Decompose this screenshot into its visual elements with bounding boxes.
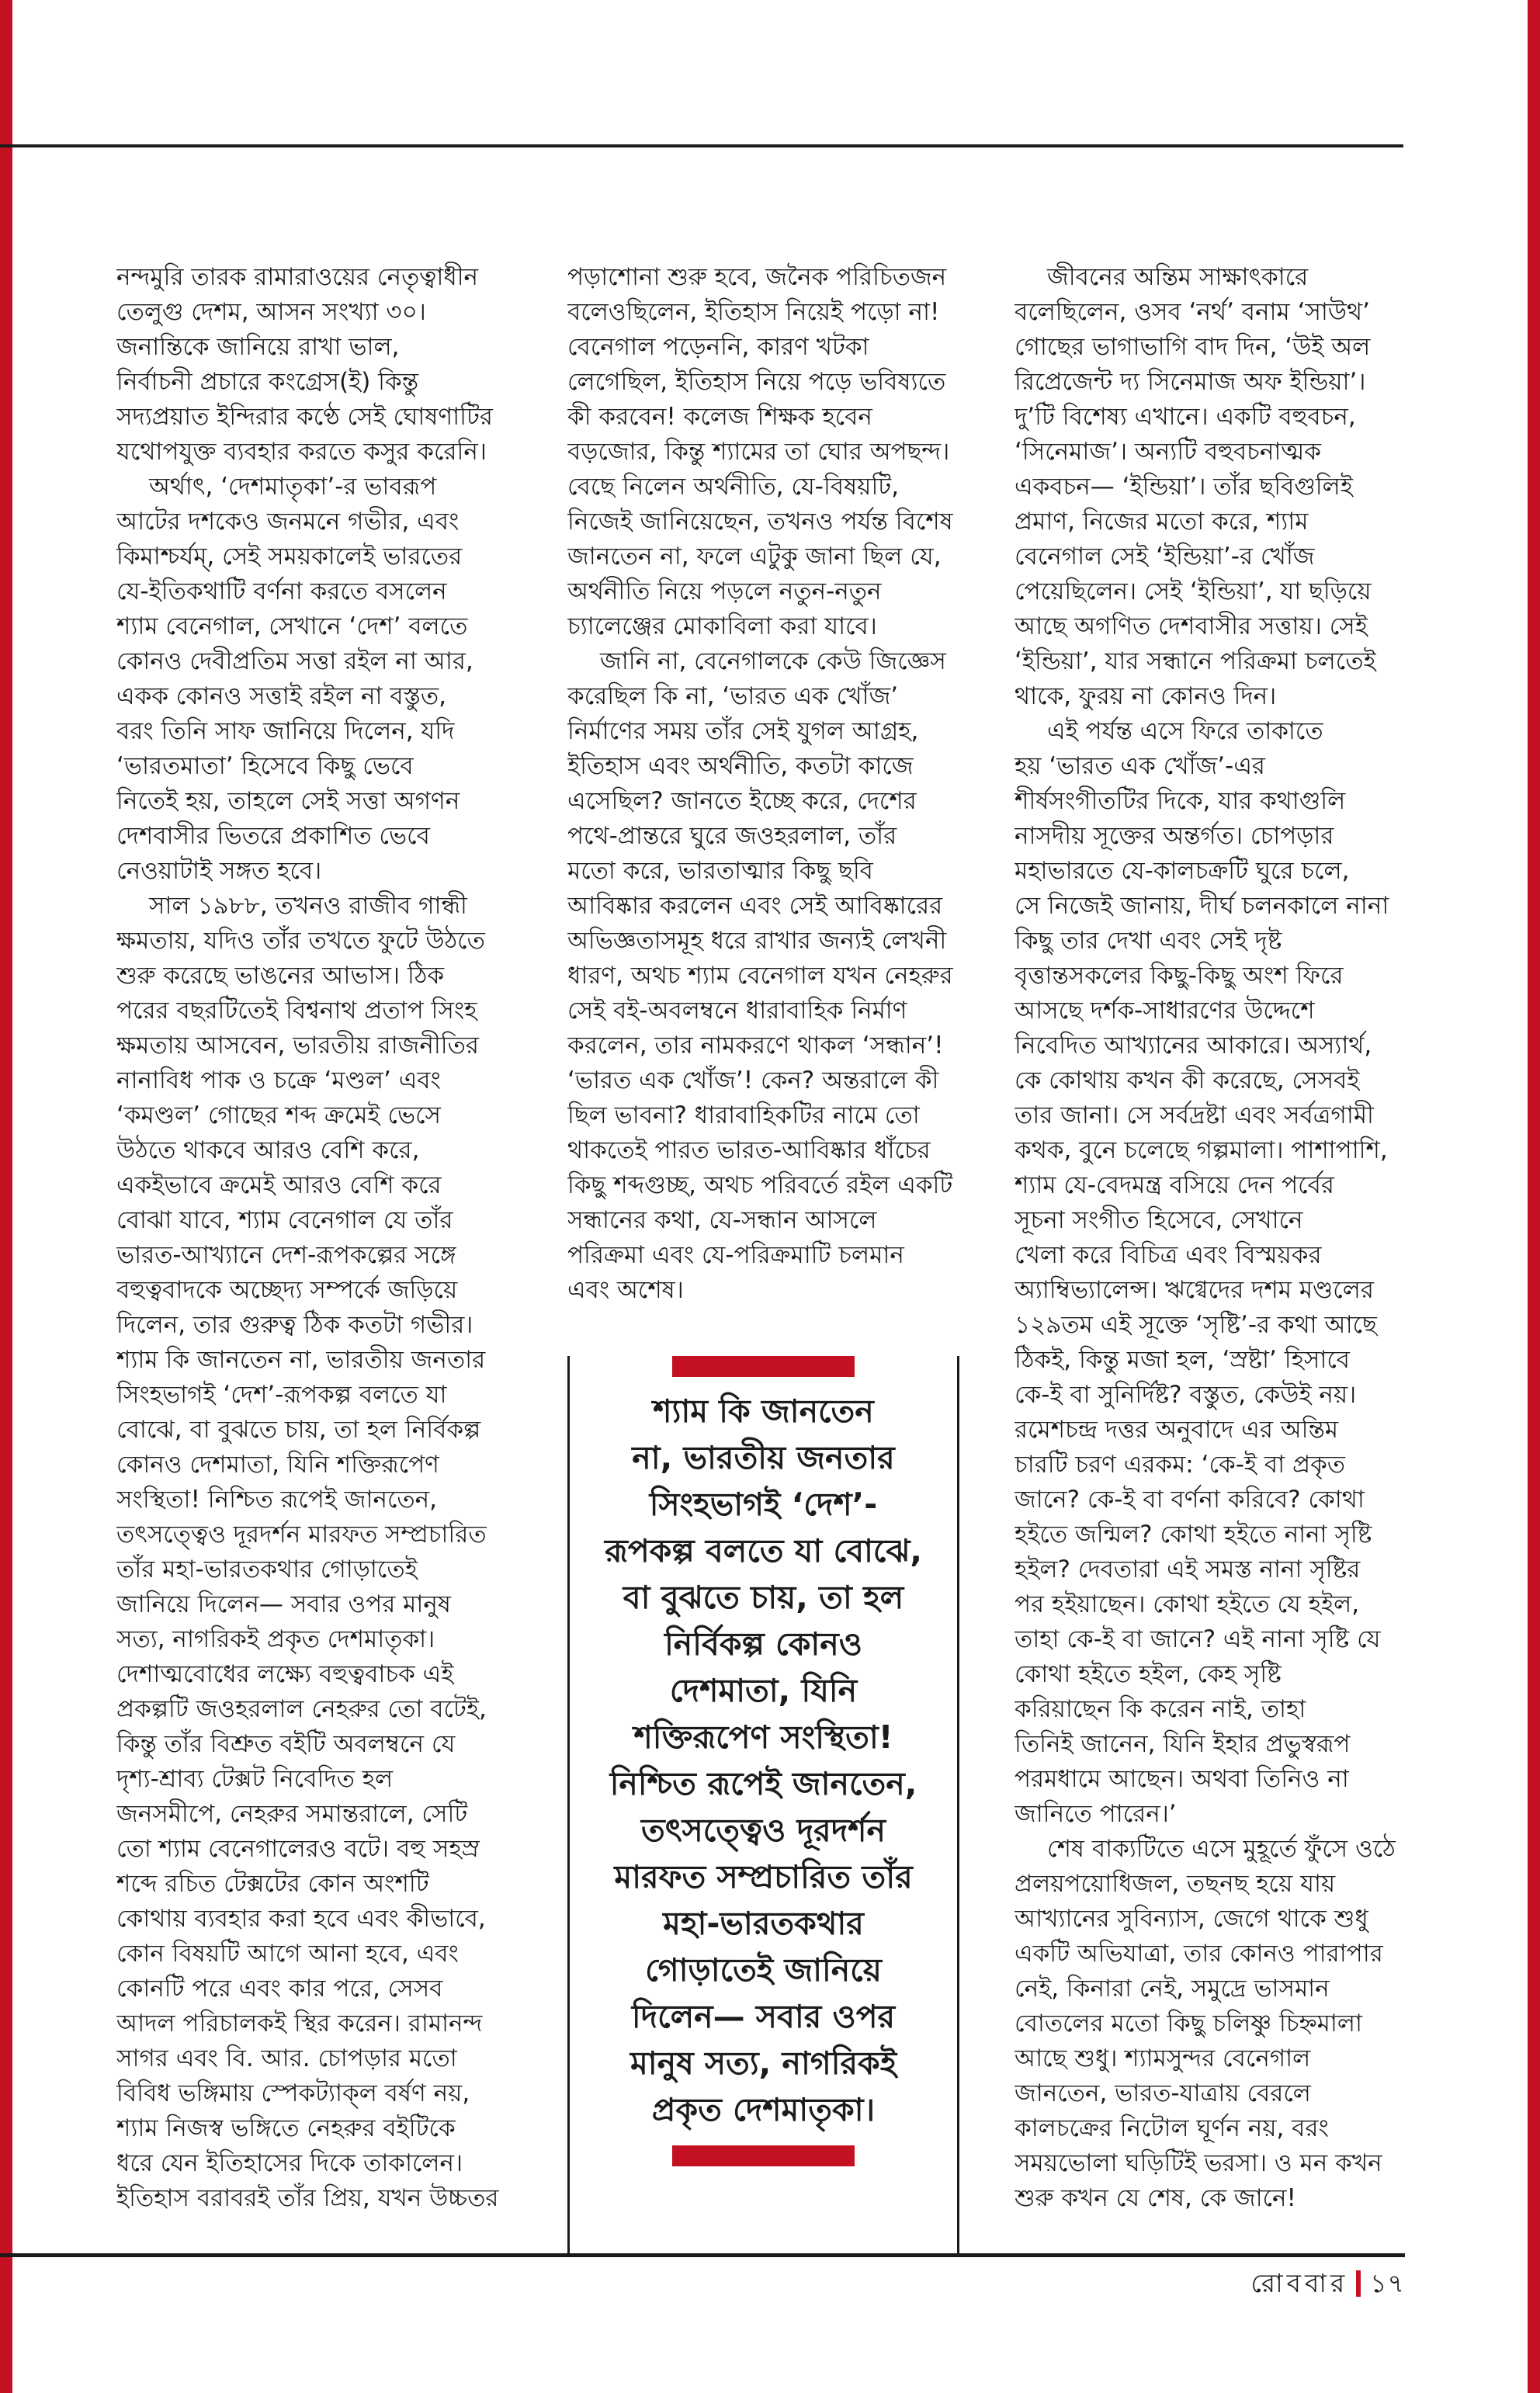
text-line: জানি না, বেনেগালকে কেউ জিজ্ঞেস xyxy=(600,647,946,675)
text-line: বলেছিলেন, ওসব ‘নর্থ’ বনাম ‘সাউথ’ xyxy=(1015,298,1370,326)
text-line: কে-ই বা সুনির্দিষ্ট? বস্তুত, কেউই নয়। xyxy=(1015,1381,1357,1409)
text-line: শব্দে রচিত টেক্সটের কোন অংশটি xyxy=(116,1870,429,1898)
text-line: কে কোথায় কখন কী করেছে, সেসবই xyxy=(1015,1066,1360,1094)
text-line: যে-ইতিকথাটি বর্ণনা করতে বসলেন xyxy=(116,577,447,605)
pullquote-line: না, ভারতীয় জনতার xyxy=(632,1439,895,1476)
pullquote-line: মারফত সম্প্রচারিত তাঁর xyxy=(614,1858,913,1895)
text-line: নেওয়াটাই সঙ্গত হবে। xyxy=(116,857,322,885)
text-line: পথে-প্রান্তরে ঘুরে জওহরলাল, তাঁর xyxy=(567,822,897,850)
text-line: জীবনের অন্তিম সাক্ষাৎকারে xyxy=(1047,263,1309,291)
text-line: এবং অশেষ। xyxy=(567,1276,684,1304)
text-line: তৎসত্ত্বেও দূরদর্শন মারফত সম্প্রচারিত xyxy=(116,1521,487,1549)
text-line: আছে অগণিত দেশবাসীর সত্তায়। সেই xyxy=(1015,612,1368,640)
pullquote-line: প্রকৃত দেশমাতৃকা। xyxy=(651,2091,876,2128)
text-line: শেষ বাক্যটিতে এসে মুহূর্তে ফুঁসে ওঠে xyxy=(1047,1835,1396,1863)
text-line: বরং তিনি সাফ জানিয়ে দিলেন, যদি xyxy=(116,717,455,745)
text-line: শুরু করেছে ভাঙনের আভাস। ঠিক xyxy=(116,962,445,990)
text-line: ইতিহাস বরাবরই তাঁর প্রিয়, যখন উচ্চতর xyxy=(116,2184,499,2212)
pullquote-line: গোড়াতেই জানিয়ে xyxy=(645,1951,882,1989)
right-red-edge-strip xyxy=(1528,0,1540,2393)
text-line: কোনটি পরে এবং কার পরে, সেসব xyxy=(116,1975,443,2003)
text-line: শীর্ষসংগীতটির দিকে, যার কথাগুলি xyxy=(1015,787,1346,815)
text-line: রমেশচন্দ্র দত্তর অনুবাদে এর অন্তিম xyxy=(1015,1416,1339,1444)
pullquote-box xyxy=(567,1356,959,2253)
text-line: নিতেই হয়, তাহলে সেই সত্তা অগণন xyxy=(116,787,460,815)
text-line: দেশাত্মবোধের লক্ষ্যে বহুত্ববাচক এই xyxy=(116,1660,454,1688)
pullquote-line: নিশ্চিত রূপেই জানতেন, xyxy=(609,1765,917,1802)
text-line: বেছে নিলেন অর্থনীতি, যে-বিষয়টি, xyxy=(567,473,900,501)
text-line: হইতে জন্মিল? কোথা হইতে নানা সৃষ্টি xyxy=(1015,1521,1372,1549)
pullquote-line: মহা-ভারতকথার xyxy=(663,1905,864,1942)
column-left xyxy=(116,260,505,2216)
text-line: কোনও দেশমাতা, যিনি শক্তিরূপেণ xyxy=(116,1451,439,1479)
text-line: কিমাশ্চর্যম্‌, সেই সময়কালেই ভারতের xyxy=(116,543,463,571)
text-line: এসেছিল? জানতে ইচ্ছে করে, দেশের xyxy=(567,787,917,815)
footer-magazine-name: রোববার xyxy=(1250,2268,1349,2298)
text-line: বেনেগাল পড়েননি, কারণ খটকা xyxy=(567,333,869,361)
text-line: অর্থাৎ, ‘দেশমাতৃকা’-র ভাবরূপ xyxy=(149,473,437,501)
pullquote-line: তৎসত্ত্বেও দূরদর্শন xyxy=(641,1812,886,1849)
left-red-edge-strip xyxy=(0,0,12,2393)
text-line: নানাবিধ পাক ও চক্রে ‘মণ্ডল’ এবং xyxy=(116,1066,441,1094)
text-line: পরের বছরটিতেই বিশ্বনাথ প্রতাপ সিংহ xyxy=(116,997,477,1025)
text-line: লেগেছিল, ইতিহাস নিয়ে পড়ে ভবিষ্যতে xyxy=(567,368,946,396)
pullquote-line: রূপকল্প বলতে যা বোঝে, xyxy=(604,1532,922,1569)
text-line: থাকে, ফুরয় না কোনও দিন। xyxy=(1015,682,1277,710)
text-line: একইভাবে ক্রমেই আরও বেশি করে xyxy=(116,1171,442,1199)
text-line: ধরে যেন ইতিহাসের দিকে তাকালেন। xyxy=(116,2149,463,2177)
text-line: ‘সিনেমাজ’। অন্যটি বহুবচনাত্মক xyxy=(1015,438,1321,466)
text-line: আদল পরিচালকই স্থির করেন। রামানন্দ xyxy=(116,2010,483,2038)
text-line: বোঝা যাবে, শ্যাম বেনেগাল যে তাঁর xyxy=(116,1206,453,1234)
text-line: বোঝে, বা বুঝতে চায়, তা হল নির্বিকল্প xyxy=(116,1416,481,1444)
text-line: সন্ধানের কথা, যে-সন্ধান আসলে xyxy=(567,1206,877,1234)
text-line: সময়ভোলা ঘড়িটিই ভরসা। ও মন কখন xyxy=(1015,2149,1382,2177)
text-line: কিন্তু তাঁর বিশ্রুত বইটি অবলম্বনে যে xyxy=(116,1730,456,1758)
text-line: দু’টি বিশেষ্য এখানে। একটি বহুবচন, xyxy=(1015,403,1356,431)
text-line: ঠিকই, কিন্তু মজা হল, ‘স্রষ্টা’ হিসাবে xyxy=(1015,1346,1351,1374)
text-line: প্রকল্পটি জওহরলাল নেহরুর তো বটেই, xyxy=(116,1695,487,1723)
text-line: যথোপযুক্ত ব্যবহার করতে কসুর করেনি। xyxy=(116,438,487,466)
text-line: কিছু শব্দগুচ্ছ, অথচ পরিবর্তে রইল একটি xyxy=(567,1171,953,1199)
text-line: প্রলয়পয়োধিজল, তছনছ হয়ে যায় xyxy=(1015,1870,1336,1898)
text-line: তাঁর মহা-ভারতকথার গোড়াতেই xyxy=(116,1555,418,1583)
text-line: নিজেই জানিয়েছেন, তখনও পর্যন্ত বিশেষ xyxy=(567,508,953,536)
text-line: বোতলের মতো কিছু চলিষ্ণু চিহ্নমালা xyxy=(1015,2010,1362,2038)
text-line: অভিজ্ঞতাসমূহ ধরে রাখার জন্যই লেখনী xyxy=(567,927,947,955)
text-line: একটি অভিযাত্রা, তার কোনও পারাপার xyxy=(1015,1940,1383,1968)
text-line: বড়জোর, কিন্তু শ্যামের তা ঘোর অপছন্দ। xyxy=(567,438,950,466)
text-line: পেয়েছিলেন। সেই ‘ইন্ডিয়া’, যা ছড়িয়ে xyxy=(1015,577,1372,605)
text-line: বহুত্ববাদকে অচ্ছেদ্য সম্পর্কে জড়িয়ে xyxy=(116,1276,458,1304)
text-line: শ্যাম কি জানতেন না, ভারতীয় জনতার xyxy=(116,1346,486,1374)
text-line: কিছু তার দেখা এবং সেই দৃষ্ট xyxy=(1015,927,1282,955)
text-line: করিয়াছেন কি করেন নাই, তাহা xyxy=(1015,1695,1306,1723)
text-line: ছিল ভাবনা? ধারাবাহিকটির নামে তো xyxy=(567,1101,920,1129)
text-line: ‘ইন্ডিয়া’, যার সন্ধানে পরিক্রমা চলতেই xyxy=(1015,647,1376,675)
text-line: কোনও দেবীপ্রতিম সত্তা রইল না আর, xyxy=(116,647,473,675)
text-line: জানে? কে-ই বা বর্ণনা করিবে? কোথা xyxy=(1015,1486,1365,1514)
pullquote-text xyxy=(570,1388,957,2133)
text-line: কোন বিষয়টি আগে আনা হবে, এবং xyxy=(116,1940,459,1968)
text-line: তাহা কে-ই বা জানে? এই নানা সৃষ্টি যে xyxy=(1015,1625,1381,1653)
text-line: ক্ষমতায়, যদিও তাঁর তখতে ফুটে উঠতে xyxy=(116,927,485,955)
column-middle xyxy=(567,260,959,1308)
text-line: কোথায় ব্যবহার করা হবে এবং কীভাবে, xyxy=(116,1905,486,1933)
text-line: দিলেন, তার গুরুত্ব ঠিক কতটা গভীর। xyxy=(116,1311,473,1339)
text-line: সেই বই-অবলম্বনে ধারাবাহিক নির্মাণ xyxy=(567,997,907,1025)
text-line: ভারত-আখ্যানে দেশ-রূপকল্পের সঙ্গে xyxy=(116,1241,456,1269)
pullquote-line: শক্তিরূপেণ সংস্থিতা! xyxy=(633,1718,893,1756)
text-line: হয় ‘ভারত এক খোঁজ’-এর xyxy=(1015,752,1265,780)
text-line: কোথা হইতে হইল, কেহ সৃষ্টি xyxy=(1015,1660,1282,1688)
text-line: সাগর এবং বি. আর. চোপড়ার মতো xyxy=(116,2044,457,2072)
text-line: রিপ্রেজেন্ট দ্য সিনেমাজ অফ ইন্ডিয়া’। xyxy=(1015,368,1366,396)
text-line: তিনিই জানেন, যিনি ইহার প্রভুস্বরূপ xyxy=(1015,1730,1351,1758)
text-line: সাল ১৯৮৮, তখনও রাজীব গান্ধী xyxy=(149,892,467,920)
text-line: খেলা করে বিচিত্র এবং বিস্ময়কর xyxy=(1015,1241,1322,1269)
text-line: সিংহভাগই ‘দেশ’-রূপকল্প বলতে যা xyxy=(116,1381,447,1409)
pullquote-bottom-red-bar xyxy=(672,2145,855,2166)
pullquote-top-red-bar xyxy=(672,1356,855,1377)
text-line: ইতিহাস এবং অর্থনীতি, কতটা কাজে xyxy=(567,752,914,780)
text-line: মতো করে, ভারতাত্মার কিছু ছবি xyxy=(567,857,873,885)
pullquote-line: বা বুঝতে চায়, তা হল xyxy=(623,1579,904,1616)
text-line: দৃশ্য-শ্রাব্য টেক্সট নিবেদিত হল xyxy=(116,1765,394,1793)
text-line: চ্যালেঞ্জের মোকাবিলা করা যাবে। xyxy=(567,612,877,640)
text-line: হইল? দেবতারা এই সমস্ত নানা সৃষ্টির xyxy=(1015,1555,1361,1583)
footer xyxy=(1251,2268,1405,2299)
text-line: এই পর্যন্ত এসে ফিরে তাকাতে xyxy=(1047,717,1323,745)
footer-rule xyxy=(0,2253,1405,2257)
text-line: থাকতেই পারত ভারত-আবিষ্কার ধাঁচের xyxy=(567,1136,931,1164)
text-line: জনান্তিকে জানিয়ে রাখা ভাল, xyxy=(116,333,400,361)
pullquote-line: দেশমাতা, যিনি xyxy=(669,1672,858,1709)
text-line: জানিয়ে দিলেন— সবার ওপর মানুষ xyxy=(116,1590,451,1618)
text-line: শ্যাম বেনেগাল, সেখানে ‘দেশ’ বলতে xyxy=(116,612,468,640)
text-line: নন্দমুরি তারক রামারাওয়ের নেতৃত্বাধীন xyxy=(116,263,479,291)
pullquote-line: সিংহভাগই ‘দেশ’- xyxy=(649,1486,878,1523)
text-line: বেনেগাল সেই ‘ইন্ডিয়া’-র খোঁজ xyxy=(1015,543,1315,571)
text-line: সংস্থিতা! নিশ্চিত রূপেই জানতেন, xyxy=(116,1486,438,1514)
text-line: গোছের ভাগাভাগি বাদ দিন, ‘উই অল xyxy=(1015,333,1371,361)
text-line: তেলুগু দেশম, আসন সংখ্যা ৩০। xyxy=(116,298,426,326)
text-line: নির্বাচনী প্রচারে কংগ্রেস(ই) কিন্তু xyxy=(116,368,419,396)
text-line: জানতেন না, ফলে এটুকু জানা ছিল যে, xyxy=(567,543,942,571)
text-line: কথক, বুনে চলেছে গল্পমালা। পাশাপাশি, xyxy=(1015,1136,1388,1164)
pullquote-line: শ্যাম কি জানতেন xyxy=(653,1392,874,1430)
text-line: প্রমাণ, নিজের মতো করে, শ্যাম xyxy=(1015,508,1309,536)
text-line: ক্ষমতায় আসবেন, ভারতীয় রাজনীতির xyxy=(116,1032,479,1060)
text-line: শ্যাম যে-বেদমন্ত্র বসিয়ে দেন পর্বের xyxy=(1015,1171,1334,1199)
text-line: জানিতে পারেন।’ xyxy=(1015,1800,1177,1828)
text-line: বিবিধ ভঙ্গিমায় স্পেকট্যাক্‌ল বর্ষণ নয়, xyxy=(116,2079,470,2107)
text-line: উঠতে থাকবে আরও বেশি করে, xyxy=(116,1136,420,1164)
text-line: ১২৯তম এই সূক্তে ‘সৃষ্টি’-র কথা আছে xyxy=(1015,1311,1377,1339)
text-line: পরিক্রমা এবং যে-পরিক্রমাটি চলমান xyxy=(567,1241,904,1269)
text-line: আখ্যানের সুবিন্যাস, জেগে থাকে শুধু xyxy=(1015,1905,1368,1933)
text-line: তার জানা। সে সর্বদ্রষ্টা এবং সর্বত্রগামী xyxy=(1015,1101,1374,1129)
text-line: তো শ্যাম বেনেগালেরও বটে। বহু সহস্র xyxy=(116,1835,480,1863)
text-line: নির্মাণের সময় তাঁর সেই যুগল আগ্রহ, xyxy=(567,717,919,745)
text-line: ‘ভারত এক খোঁজ’! কেন? অন্তরালে কী xyxy=(567,1066,939,1094)
text-line: সদ্যপ্রয়াত ইন্দিরার কণ্ঠে সেই ঘোষণাটির xyxy=(116,403,493,431)
text-line: আসছে দর্শক-সাধারণের উদ্দেশে xyxy=(1015,997,1315,1025)
text-line: করলেন, তার নামকরণে থাকল ‘সন্ধান’! xyxy=(567,1032,944,1060)
text-line: আছে শুধু। শ্যামসুন্দর বেনেগাল xyxy=(1015,2044,1311,2072)
pullquote-line: দিলেন— সবার ওপর xyxy=(631,1998,896,2035)
pullquote-line: মানুষ সত্য, নাগরিকই xyxy=(630,2044,897,2082)
text-line: বলেওছিলেন, ইতিহাস নিয়েই পড়ো না! xyxy=(567,298,940,326)
text-line: বৃত্তান্তসকলের কিছু-কিছু অংশ ফিরে xyxy=(1015,962,1344,990)
text-line: নাসদীয় সূক্তের অন্তর্গত। চোপড়ার xyxy=(1015,822,1334,850)
text-line: অর্থনীতি নিয়ে পড়লে নতুন-নতুন xyxy=(567,577,882,605)
top-rule xyxy=(0,144,1403,147)
text-line: সত্য, নাগরিকই প্রকৃত দেশমাতৃকা। xyxy=(116,1625,435,1653)
text-line: আটের দশকেও জনমনে গভীর, এবং xyxy=(116,508,460,536)
text-line: মহাভারতে যে-কালচক্রটি ঘুরে চলে, xyxy=(1015,857,1350,885)
text-line: করেছিল কি না, ‘ভারত এক খোঁজ’ xyxy=(567,682,899,710)
text-line: একক কোনও সত্তাই রইল না বস্তুত, xyxy=(116,682,446,710)
text-line: শুরু কখন যে শেষ, কে জানে! xyxy=(1015,2184,1296,2212)
text-line: অ্যাম্বিভ্যালেন্স। ঋগ্বেদের দশম মণ্ডলের xyxy=(1015,1276,1374,1304)
text-line: পরমধামে আছেন। অথবা তিনিও না xyxy=(1015,1765,1349,1793)
text-line: সূচনা সংগীত হিসেবে, সেখানে xyxy=(1015,1206,1303,1234)
text-line: পর হইয়াছেন। কোথা হইতে যে হইল, xyxy=(1015,1590,1360,1618)
text-line: নিবেদিত আখ্যানের আকারে। অস্যার্থ, xyxy=(1015,1032,1372,1060)
footer-page-number: ১৭ xyxy=(1370,2268,1405,2298)
text-line: ‘কমণ্ডল’ গোছের শব্দ ক্রমেই ভেসে xyxy=(116,1101,442,1129)
footer-red-divider xyxy=(1356,2270,1361,2297)
text-line: চারটি চরণ এরকম: ‘কে-ই বা প্রকৃত xyxy=(1015,1451,1346,1479)
text-line: জানতেন, ভারত-যাত্রায় বেরলে xyxy=(1015,2079,1311,2107)
text-line: আবিষ্কার করলেন এবং সেই আবিষ্কারের xyxy=(567,892,943,920)
column-right xyxy=(1015,260,1406,2216)
text-line: কী করবেন! কলেজ শিক্ষক হবেন xyxy=(567,403,872,431)
text-line: ধারণ, অথচ শ্যাম বেনেগাল যখন নেহরুর xyxy=(567,962,953,990)
pullquote-line: নির্বিকল্প কোনও xyxy=(664,1625,862,1663)
text-line: জনসমীপে, নেহরুর সমান্তরালে, সেটি xyxy=(116,1800,468,1828)
text-line: একবচন— ‘ইন্ডিয়া’। তাঁর ছবিগুলিই xyxy=(1015,473,1353,501)
text-line: শ্যাম নিজস্ব ভঙ্গিতে নেহরুর বইটিকে xyxy=(116,2114,456,2142)
text-line: ‘ভারতমাতা’ হিসেবে কিছু ভেবে xyxy=(116,752,414,780)
text-line: কালচক্রের নিটোল ঘূর্ণন নয়, বরং xyxy=(1015,2114,1329,2142)
text-line: পড়াশোনা শুরু হবে, জনৈক পরিচিতজন xyxy=(567,263,947,291)
text-line: সে নিজেই জানায়, দীর্ঘ চলনকালে নানা xyxy=(1015,892,1389,920)
text-line: দেশবাসীর ভিতরে প্রকাশিত ভেবে xyxy=(116,822,430,850)
text-line: নেই, কিনারা নেই, সমুদ্রে ভাসমান xyxy=(1015,1975,1330,2003)
